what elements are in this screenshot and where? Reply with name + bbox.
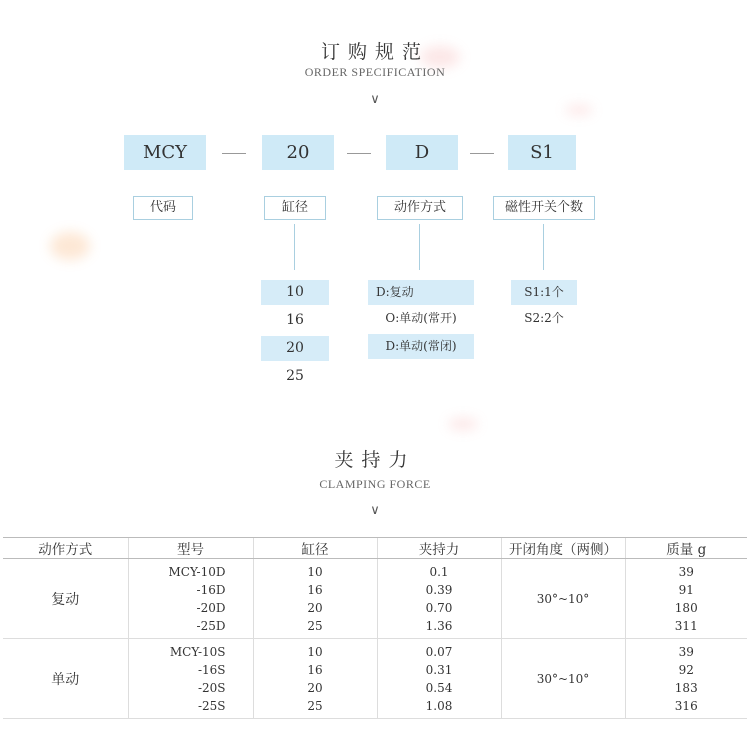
- force-value: 0.70: [425, 600, 453, 615]
- bore-value: 16: [307, 582, 323, 597]
- switch-option: S1:1个: [511, 280, 577, 305]
- model-cell: [128, 639, 253, 719]
- clamp-title: 夹持力: [334, 449, 416, 471]
- force-cell: [377, 559, 501, 639]
- decor-blob: [50, 232, 90, 260]
- force-value: 0.39: [425, 582, 453, 597]
- model-value: MCY-10S: [169, 644, 226, 659]
- model-value: -20S: [197, 680, 226, 695]
- table-header-row: [3, 538, 747, 559]
- label-bore: 缸径: [264, 196, 326, 220]
- clamp-subtitle: CLAMPING FORCE: [319, 477, 431, 491]
- weight-value: 183: [674, 680, 698, 695]
- bore-option: 16: [286, 312, 304, 328]
- action-option: D:单动(常闭): [368, 334, 474, 359]
- label-switch-count: 磁性开关个数: [493, 196, 595, 220]
- order-spec-subtitle: ORDER SPECIFICATION: [304, 65, 446, 79]
- separator-dash: [347, 153, 371, 154]
- separator-dash: [470, 153, 494, 154]
- clamping-force-table: [3, 537, 747, 719]
- model-value: -25D: [196, 618, 226, 633]
- weight-value: 39: [678, 644, 694, 659]
- decor-blob: [448, 418, 478, 430]
- table-header: 开闭角度（两侧）: [501, 538, 625, 559]
- table-row: [3, 639, 747, 719]
- bore-value: 10: [307, 644, 323, 659]
- label-code: 代码: [133, 196, 193, 220]
- weight-value: 91: [678, 582, 694, 597]
- weight-value: 311: [674, 618, 698, 633]
- weight-cell: [625, 559, 747, 639]
- action-type-cell: 单动: [3, 639, 128, 719]
- connector-line: [419, 224, 420, 270]
- table-row: [3, 559, 747, 639]
- separator-dash: [222, 153, 246, 154]
- bore-value: 25: [307, 698, 323, 713]
- weight-cell: [625, 639, 747, 719]
- table-header: 夹持力: [377, 538, 501, 559]
- force-value: 0.07: [425, 644, 453, 659]
- code-box-switch: S1: [508, 135, 576, 170]
- angle-cell: 30°~10°: [501, 639, 625, 719]
- bore-value: 20: [307, 600, 323, 615]
- connector-line: [543, 224, 544, 270]
- model-value: -25S: [197, 698, 226, 713]
- action-option: O:单动(常开): [385, 311, 457, 325]
- bore-value: 20: [307, 680, 323, 695]
- force-value: 1.36: [425, 618, 453, 633]
- bore-value: 16: [307, 662, 323, 677]
- action-type-cell: 复动: [3, 559, 128, 639]
- angle-cell: 30°~10°: [501, 559, 625, 639]
- bore-value: 25: [307, 618, 323, 633]
- bore-option: 25: [286, 368, 304, 384]
- model-value: -20D: [196, 600, 226, 615]
- weight-value: 180: [674, 600, 698, 615]
- chevron-down-icon: ∨: [370, 503, 380, 518]
- action-option: D:复动: [368, 280, 474, 305]
- switch-option: S2:2个: [524, 311, 564, 325]
- code-box-action: D: [386, 135, 458, 170]
- table-header: 型号: [128, 538, 253, 559]
- label-action: 动作方式: [377, 196, 463, 220]
- bore-cell: [253, 639, 377, 719]
- code-box-bore: 20: [262, 135, 334, 170]
- force-value: 0.1: [429, 564, 449, 579]
- weight-value: 316: [674, 698, 698, 713]
- table-header: 缸径: [253, 538, 377, 559]
- bore-value: 10: [307, 564, 323, 579]
- bore-option: 20: [261, 336, 329, 361]
- force-value: 0.31: [425, 662, 453, 677]
- model-value: -16S: [197, 662, 226, 677]
- force-value: 1.08: [425, 698, 453, 713]
- table-header: 质量 g: [625, 538, 747, 559]
- bore-option: 10: [261, 280, 329, 305]
- model-cell: [128, 559, 253, 639]
- code-box-model: MCY: [124, 135, 206, 170]
- force-value: 0.54: [425, 680, 453, 695]
- model-value: -16D: [196, 582, 226, 597]
- table-header: 动作方式: [3, 538, 128, 559]
- chevron-down-icon: ∨: [370, 92, 380, 107]
- bore-cell: [253, 559, 377, 639]
- order-spec-title: 订购规范: [320, 41, 429, 63]
- connector-line: [294, 224, 295, 270]
- model-value: MCY-10D: [168, 564, 226, 579]
- force-cell: [377, 639, 501, 719]
- weight-value: 39: [678, 564, 694, 579]
- weight-value: 92: [678, 662, 694, 677]
